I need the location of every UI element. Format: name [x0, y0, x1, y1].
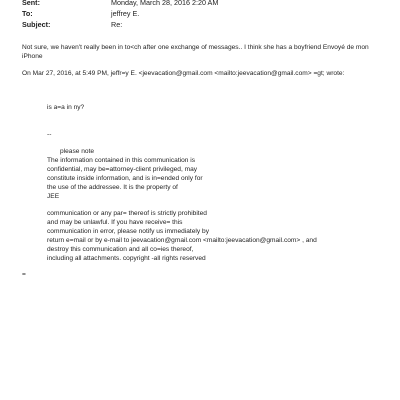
notice-line: return e=mail or by e-mail to jeevacation@gmail.com <mailto:jeevacation@gmail.com> , and [47, 237, 317, 244]
notice-line: constitute inside information, and is in=ended only for [47, 175, 203, 182]
reply-line: Not sure, we haven't really been in to<ch after one exchange of messages.. I think she has a boyfriend Envoyé de mon [22, 44, 369, 51]
notice-line: communication in error, please notify us immediately by [47, 228, 209, 235]
quoted-question: is a=a in ny? [47, 104, 85, 111]
notice-line: confidential, may be=attorney-client privileged, may [47, 166, 198, 173]
notice-line: destroy this communication and all co=ies thereof, [47, 246, 194, 253]
subject-label: Subject: [22, 20, 51, 29]
header-subject-row [22, 19, 122, 30]
quote-header: On Mar 27, 2016, at 5:49 PM, jeffr=y E. <jeevacation@gmail.com <mailto:jeevacation@gmail.com> =gt; wrote: [22, 70, 345, 77]
notice-line: including all attachments. copyright -all rights reserved [47, 255, 206, 262]
notice-line: communication or any par= thereof is strictly prohibited [47, 210, 207, 217]
notice-line: The information contained in this communication is [47, 157, 196, 164]
signature-separator: -- [47, 131, 52, 138]
header-to-row [22, 8, 139, 19]
notice-line: JEE [47, 193, 60, 200]
sent-value: Monday, March 28, 2016 2:20 AM [111, 0, 219, 7]
note-title: please note [60, 148, 95, 155]
to-value: jeffrey E. [111, 9, 140, 18]
subject-value: Re: [111, 20, 123, 29]
notice-line: and may be unlawful. If you have receive= this [47, 219, 183, 226]
header-sent-row [22, 0, 218, 8]
reply-line: iPhone [22, 53, 43, 60]
trailer-mark: = [22, 271, 26, 278]
to-label: To: [22, 9, 33, 18]
notice-line: the use of the addressee. It is the property of [47, 184, 178, 191]
sent-label: Sent: [22, 0, 40, 7]
